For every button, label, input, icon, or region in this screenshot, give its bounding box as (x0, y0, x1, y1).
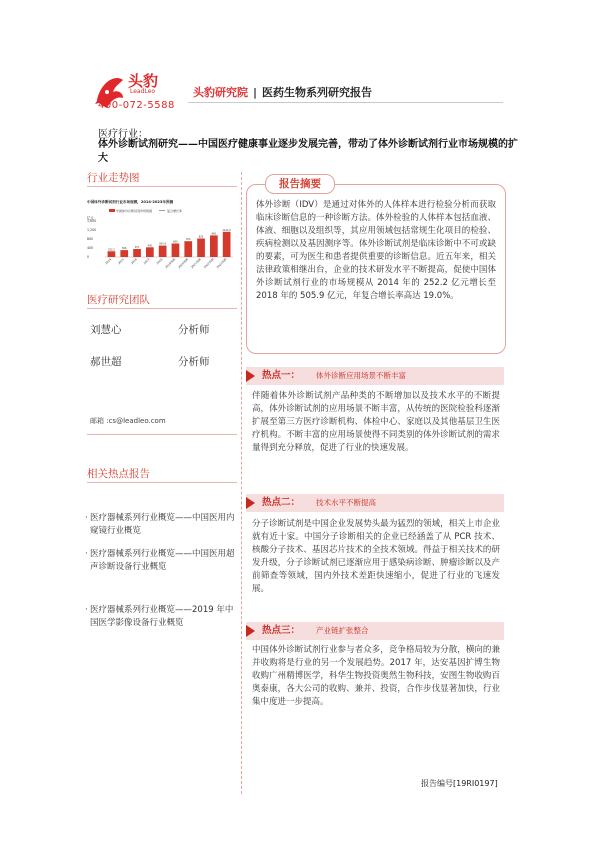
bar-2019预测 (172, 244, 180, 258)
legend-label-size: 中国体外诊断试剂市场规模 (116, 208, 153, 213)
bar-2023预测 (223, 232, 231, 257)
hotspot-title: 热点二： (262, 497, 301, 508)
x-tick-label: 2017 (142, 257, 151, 266)
chart-title: 中国体外诊断试剂行业市场规模，2014-2023年预测 (87, 200, 174, 204)
bar-2020预测 (184, 241, 192, 257)
bullet-dot: · (85, 549, 88, 559)
brand-name: 头豹研究院 (193, 86, 248, 99)
x-tick-label: 2023预测 (215, 257, 228, 270)
column-divider (241, 172, 242, 794)
bar-2016 (133, 249, 141, 257)
logo-wordmark-en: LeadLeo (130, 88, 156, 95)
hot-report-title: 医疗器械系列行业概览——中国医用超声诊断设备行业概览 (90, 549, 235, 572)
bar-2022预测 (210, 235, 218, 257)
bar-value-label: 306 (121, 247, 127, 251)
report-title: 体外诊断试剂研究——中国医疗健康事业逐步发展完善，带动了体外诊断试剂行业市场规模的扩大 (98, 139, 518, 164)
bar-value-label: 600 (173, 240, 178, 244)
hotspot-title: 热点三： (262, 625, 301, 636)
bar-value-label: 1121.6 (222, 228, 231, 232)
y-tick-label: 800 (87, 237, 94, 241)
brand-separator: | (253, 86, 258, 99)
header-brand (193, 84, 372, 100)
arrow-right-icon (243, 367, 259, 385)
x-tick-label: 2016 (129, 257, 138, 266)
x-tick-label: 2018 (155, 257, 164, 266)
legend-label-cagr: 复合增长率 (167, 208, 183, 213)
bar-2014 (108, 251, 116, 257)
bar-2021预测 (197, 239, 205, 258)
bullet-dot: · (85, 513, 88, 523)
market-size-chart (87, 195, 237, 275)
header-divider (188, 102, 503, 103)
logo-wordmark: 头豹 (128, 72, 159, 90)
x-tick-label: 2015 (117, 257, 125, 266)
arrow-right-icon (243, 494, 259, 512)
bar-2015 (120, 250, 128, 257)
hot-report-link[interactable] (85, 512, 238, 538)
hot-reports-heading: 相关热点报告 (87, 468, 150, 480)
summary-text: 体外诊断（IDV）是通过对体外的人体样本进行检验分析而获取临床诊断信息的一种诊断方法。体外检验的人体样本包括血液、体液、细胞以及组织等，其应用领域包括常规生化项目的检验、疾病检测以及基因测序等。体外诊断试剂是临床诊断中不可或缺的要素，可为医生和患者提供重要的诊断信息。近五年来，相关法律政策相继出台，企业的技术研发水平不断提高，促使中国体外诊断试剂行业的市场规模从 2014 年的 252.2 亿元增长至 2018 年的 505.9 亿元，年复合增长率高达 19.0%。 (256, 200, 496, 301)
hotspot-subtitle: 体外诊断应用场景不断丰富 (316, 371, 406, 380)
summary-tag: 报告摘要 (265, 174, 335, 194)
contact-email[interactable]: 邮箱 :cs@leadleo.com (90, 417, 166, 425)
hotspot-subtitle: 产业链扩张整合 (316, 626, 369, 635)
trend-heading: 行业走势图 (87, 172, 140, 184)
email-rule (87, 434, 237, 435)
x-tick-label: 2014 (104, 257, 113, 266)
bar-2018 (159, 246, 167, 257)
trend-heading-rule (87, 186, 237, 187)
bar-value-label: 430 (147, 244, 153, 248)
y-axis-label: 亿元 (87, 216, 94, 220)
bar-2017 (146, 247, 154, 257)
industry-label: 医疗行业： (98, 129, 148, 140)
legend-swatch-size (109, 209, 115, 212)
analyst-role: 分析师 (178, 356, 210, 368)
y-tick-label: 400 (87, 246, 94, 250)
hotspot-subtitle: 技术水平不断提高 (316, 498, 376, 507)
report-number: 报告编号[19RI0197] (421, 779, 498, 788)
team-heading: 医疗研究团队 (87, 294, 150, 306)
y-tick-label: 1,600 (87, 219, 97, 223)
y-tick-label: 1,200 (87, 228, 97, 232)
x-tick-label: 2019预测 (164, 257, 177, 270)
hotspot-text: 伴随着体外诊断试剂产品种类的不断增加以及技术水平的不断提高，体外诊断试剂的应用场景不断丰富，从传统的医院检验科逐渐扩展至第三方医疗诊断机构、体检中心、家庭以及其他基层卫生医疗机构。不断丰富的应用场景使得不同类别的体外诊断试剂的需求量得到充分释放，促进了行业的快速发展。 (252, 391, 500, 453)
y-tick-label: 0 (87, 255, 90, 259)
x-tick-label: 2021预测 (189, 257, 202, 270)
hot-report-link[interactable] (85, 548, 238, 574)
hotspot-title: 热点一： (262, 370, 301, 381)
hot-report-title: 医疗器械系列行业概览——中国医用内窥镜行业概览 (90, 513, 235, 536)
hot-report-link[interactable] (85, 604, 238, 630)
hotspot-text: 中国体外诊断试剂行业参与者众多，竞争格局较为分散，横向的兼并收购将是行业的另一个发展趋势。2017 年，达安基因扩博生物收购广州精博医学，科华生物投资奥然生物科技，安图生物收购百奥泰康，各大公司的收购、兼并、投资，合作步伐显著加快，行业集中度进一步提高。 (252, 645, 500, 707)
series-name: 医药生物系列研究报告 (262, 86, 373, 99)
hot-reports-rule (87, 482, 237, 483)
x-tick-label: 2020预测 (177, 257, 189, 270)
analyst-name: 郝世超 (90, 356, 122, 368)
bar-value-label: 704 (185, 238, 191, 242)
bar-value-label: 822 (198, 235, 204, 239)
hotspot-text: 分子诊断试剂是中国企业发展势头最为猛烈的领域，相关上市企业就有近十家。中国分子诊断相关的企业已经涵盖了从 PCR 技术、核酸分子技术、基因芯片技术的全技术领域。得益于相关技术的研发升级，分子诊断试剂已逐渐应用于感染病诊断、肿瘤诊断以及产前筛查等领域，国内外技术差距快速缩小，促进了行业的飞速发展。 (252, 519, 500, 594)
analyst-role: 分析师 (178, 324, 210, 336)
bar-value-label: 960 (211, 232, 217, 236)
hotline-number: 400-072-5588 (98, 100, 175, 111)
x-tick-label: 2022预测 (202, 257, 215, 270)
analyst-name: 刘慧心 (90, 324, 122, 336)
bullet-dot: · (85, 605, 88, 615)
arrow-right-icon (243, 622, 259, 640)
hot-report-title: 医疗器械系列行业概览——2019 年中国医学影像设备行业概览 (90, 605, 234, 628)
bar-value-label: 505.9 (159, 242, 167, 246)
bar-value-label: 252.2 (107, 248, 115, 252)
team-heading-rule (87, 308, 237, 309)
bar-value-label: 357 (134, 246, 140, 249)
